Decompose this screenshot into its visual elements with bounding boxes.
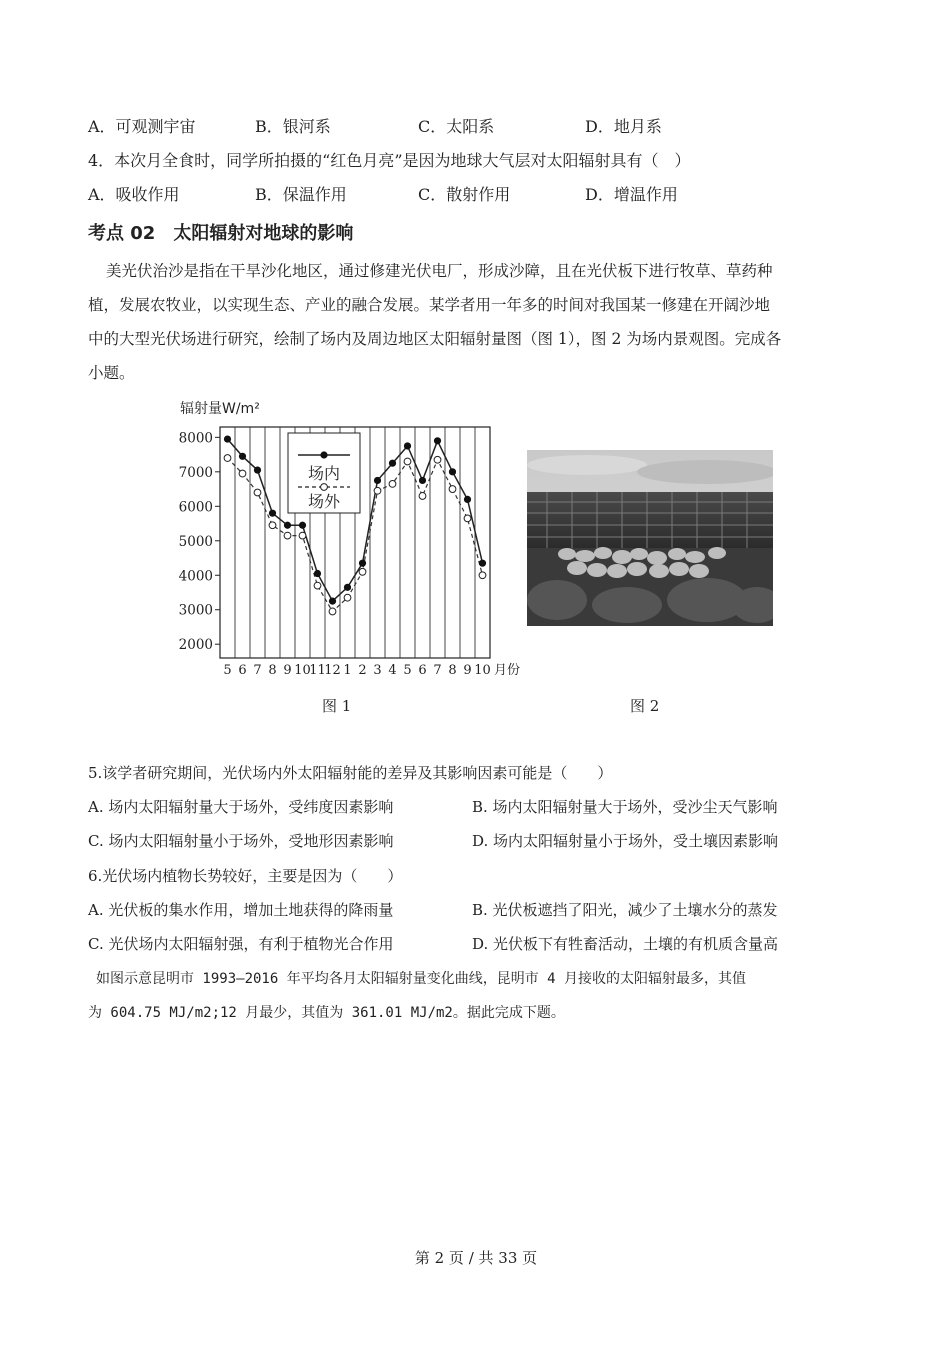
- point-outside: [374, 487, 381, 494]
- point-outside: [329, 608, 336, 615]
- q5-stem: 5.该学者研究期间，光伏场内外太阳辐射能的差异及其影响因素可能是（ ）: [88, 764, 613, 782]
- point-inside: [434, 437, 441, 444]
- figure-2-caption: 图 2: [630, 697, 660, 715]
- x-tick-label: 1: [343, 663, 352, 678]
- x-tick-label: 3: [373, 663, 382, 678]
- point-outside: [344, 594, 351, 601]
- passage-1-line: 中的大型光伏场进行研究，绘制了场内及周边地区太阳辐射量图（图 1），图 2 为场内景观图。完成各: [88, 330, 782, 348]
- legend-label-inside: 场内: [307, 464, 341, 483]
- point-inside: [449, 468, 456, 475]
- point-outside: [389, 480, 396, 487]
- passage-1-line: 植，发展农牧业，以实现生态、产业的融合发展。某学者用一年多的时间对我国某一修建在开阔沙地: [88, 296, 771, 314]
- x-tick-label: 5: [223, 663, 232, 678]
- y-tick-label: 2000: [178, 637, 213, 654]
- q4-option-c: C．散射作用: [418, 185, 511, 204]
- legend-label-outside: 场外: [307, 492, 341, 511]
- solar-farm-sheep-image: [527, 450, 773, 626]
- point-outside: [404, 458, 411, 465]
- point-outside: [464, 515, 471, 522]
- point-outside: [434, 456, 441, 463]
- x-tick-label: 5: [403, 663, 412, 678]
- point-inside: [329, 598, 336, 605]
- y-tick-label: 4000: [178, 568, 213, 585]
- x-tick-label: 12: [324, 663, 341, 678]
- point-inside: [359, 560, 366, 567]
- radiation-line-chart: [178, 395, 523, 720]
- q4-option-a: A．吸收作用: [88, 185, 180, 204]
- point-inside: [464, 496, 471, 503]
- q5-option-b: B. 场内太阳辐射量大于场外，受沙尘天气影响: [472, 798, 778, 816]
- q6-stem: 6.光伏场内植物长势较好，主要是因为（ ）: [88, 867, 403, 885]
- point-inside: [374, 477, 381, 484]
- point-outside: [419, 493, 426, 500]
- q3-option-c: C．太阳系: [418, 117, 495, 136]
- q4-option-b: B．保温作用: [255, 185, 347, 204]
- y-axis-label: 辐射量W/m²: [180, 401, 260, 417]
- q5-option-c: C. 场内太阳辐射量小于场外，受地形因素影响: [88, 832, 394, 850]
- x-axis-label: 月份: [494, 663, 521, 678]
- point-inside: [344, 584, 351, 591]
- point-outside: [239, 470, 246, 477]
- figure-1-caption: 图 1: [322, 697, 352, 715]
- point-outside: [254, 489, 261, 496]
- q3-option-a: A．可观测宇宙: [88, 117, 196, 136]
- point-inside: [314, 570, 321, 577]
- q4-option-d: D．增温作用: [585, 185, 678, 204]
- point-outside: [284, 532, 291, 539]
- legend-marker-inside: [320, 451, 327, 458]
- point-inside: [404, 442, 411, 449]
- section-title: 考点 02 太阳辐射对地球的影响: [88, 223, 354, 244]
- y-tick-label: 7000: [178, 464, 213, 481]
- x-tick-label: 7: [433, 663, 442, 678]
- figure-1-chart: [178, 395, 523, 720]
- legend-marker-outside: [321, 484, 328, 491]
- q3-option-b: B．银河系: [255, 117, 331, 136]
- point-outside: [449, 486, 456, 493]
- x-tick-label: 7: [253, 663, 262, 678]
- q6-option-b: B. 光伏板遮挡了阳光，减少了土壤水分的蒸发: [472, 901, 778, 919]
- x-tick-label: 10: [294, 663, 311, 678]
- point-inside: [479, 560, 486, 567]
- point-outside: [359, 568, 366, 575]
- x-tick-label: 2: [358, 663, 367, 678]
- point-inside: [239, 453, 246, 460]
- point-inside: [419, 477, 426, 484]
- x-tick-label: 8: [448, 663, 457, 678]
- x-tick-label: 8: [268, 663, 277, 678]
- point-outside: [299, 532, 306, 539]
- x-tick-label: 9: [283, 663, 292, 678]
- point-outside: [479, 572, 486, 579]
- q6-option-d: D. 光伏板下有牲畜活动，土壤的有机质含量高: [472, 935, 779, 953]
- x-tick-label: 4: [388, 663, 397, 678]
- y-tick-label: 8000: [178, 430, 213, 447]
- q3-option-d: D．地月系: [585, 117, 662, 136]
- passage-2-line: 为 604.75 MJ/m2;12 月最少，其值为 361.01 MJ/m2。据此完成下题。: [88, 1005, 565, 1021]
- passage-1: [88, 254, 878, 390]
- passage-2-line: 如图示意昆明市 1993—2016 年平均各月太阳辐射量变化曲线，昆明市 4 月接收的太阳辐射最多，其值: [96, 971, 746, 987]
- page-footer: 第 2 页 / 共 33 页: [414, 1249, 538, 1267]
- x-tick-label: 6: [238, 663, 247, 678]
- point-outside: [269, 522, 276, 529]
- q6-option-c: C. 光伏场内太阳辐射强，有利于植物光合作用: [88, 935, 394, 953]
- x-tick-label: 11: [309, 663, 326, 678]
- figure-2-photo: [527, 450, 773, 626]
- point-inside: [299, 522, 306, 529]
- q5-option-a: A. 场内太阳辐射量大于场外，受纬度因素影响: [88, 798, 394, 816]
- passage-2: [88, 962, 878, 1030]
- point-inside: [269, 510, 276, 517]
- point-inside: [254, 466, 261, 473]
- q4-stem: 4．本次月全食时，同学所拍摄的“红色月亮”是因为地球大气层对太阳辐射具有（ ）: [88, 151, 691, 170]
- point-inside: [284, 522, 291, 529]
- point-outside: [314, 582, 321, 589]
- y-tick-label: 5000: [178, 533, 213, 550]
- x-tick-label: 10: [474, 663, 491, 678]
- y-tick-label: 6000: [178, 499, 213, 516]
- point-inside: [224, 435, 231, 442]
- point-outside: [224, 455, 231, 462]
- passage-1-line: 美光伏治沙是指在干旱沙化地区，通过修建光伏电厂，形成沙障，且在光伏板下进行牧草、草药种: [106, 262, 773, 280]
- y-tick-label: 3000: [178, 602, 213, 619]
- q6-option-a: A. 光伏板的集水作用，增加土地获得的降雨量: [88, 901, 394, 919]
- x-tick-label: 9: [463, 663, 472, 678]
- point-inside: [389, 460, 396, 467]
- passage-1-line: 小题。: [88, 364, 135, 382]
- q5-option-d: D. 场内太阳辐射量小于场外，受土壤因素影响: [472, 832, 779, 850]
- x-tick-label: 6: [418, 663, 427, 678]
